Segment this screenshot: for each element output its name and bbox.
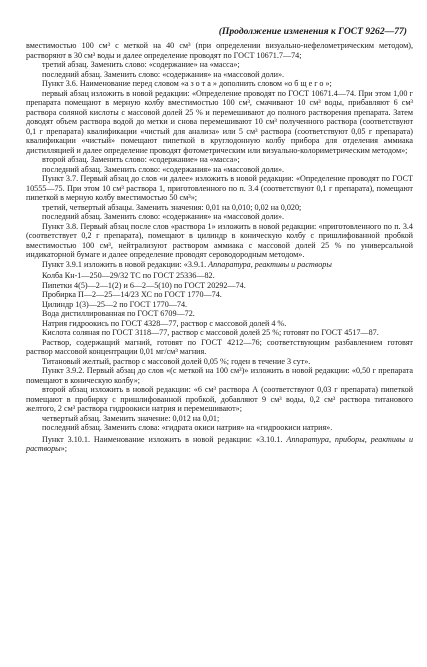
paragraph: Пипетки 4(5)—2—1(2) и 6—2—5(10) по ГОСТ 20292—74. (42, 280, 246, 290)
paragraph: Раствор, содержащий магний, готовят по ГОСТ 4212—76; соответствующим разбавлением готовят раствор массовой концентрации 0,01 мг/см³ магния. (26, 337, 413, 356)
continuation-header: (Продолжение изменения к ГОСТ 9262—77) (218, 26, 407, 37)
paragraph: Натрия гидроокись по ГОСТ 4328—77, раствор с массовой долей 4 %. (42, 318, 287, 328)
paragraph: последний абзац. Заменить слово: «содержания» на «массовой доли». (42, 212, 285, 221)
paragraph: Пункт 3.7. Первый абзац до слов «и далее» изложить в новой редакции: «Определение проводят по ГОСТ 10555—75. При этом 10 см³ раствора 1, приготовленного по п. 3.4 (соответствуют 0,1 г препарата), помещают пипеткой в мерную колбу вместимостью 50 см³»; (26, 174, 413, 202)
paragraph: Пункт 3.9.2. Первый абзац до слов «(с меткой на 100 см³)» изложить в новой редакции: «0,50 г препарата помещают в коническую колбу»; (26, 366, 413, 385)
paragraph: вместимостью 100 см³ с меткой на 40 см³ (при определении визуально-нефелометрическим методом), растворяют в 30 см³ воды и далее определение проводят по ГОСТ 10671.7—74; (26, 41, 413, 60)
paragraph: Пробирка П—2—25—14/23 ХС по ГОСТ 1770—74. (42, 290, 222, 299)
paragraph: четвертый абзац. Заменить значение: 0,012 на 0,01; (42, 413, 220, 423)
paragraph: последний абзац. Заменить слова: «гидрата окиси натрия» на «гидроокиси натрия». (42, 423, 333, 432)
paragraph: Колба Кн-1—250—29/32 ТС по ГОСТ 25336—82. (42, 271, 215, 280)
paragraph: последний абзац. Заменить слово: «содержания» на «массовой доли». (42, 69, 285, 79)
paragraph: Пункт 3.6. Наименование перед словом «азота» дополнить словом «общего»; (42, 79, 332, 88)
paragraph: Титановый желтый, раствор с массовой долей 0,05 %; годен в течение 3 сут». (42, 356, 311, 366)
document-body (26, 41, 413, 454)
paragraph: Цилиндр 1(3)—25—2 по ГОСТ 1770—74. (42, 299, 188, 309)
paragraph: первый абзац изложить в новой редакции: «Определение проводят по ГОСТ 10671.4—74. При этом 1,00 г препарата помещают в мерную колбу вместимостью 100 см³, смачивают 10 см³ воды, прибавляют 6 см³ раствора соляной кислоты с массовой долей 25 % и перемешивают до полного растворения препарата. Затем доводят объем раствора водой до метки и снова перемешивают 10 см³ полученного раствора (соответствуют 0,1 г препарата) квалификации «чистый для анализа» или 5 см³ раствора (соответствуют 0,05 г препарата) квалификации «чистый» помещают пипеткой в круглодонную колбу прибора для отделения аммиака дистилляцией и далее определение проводят фотометрическим или визуально-колориметрическим методом»; (26, 88, 413, 155)
paragraph: последний абзац. Заменить слово: «содержания» на «массовой доли». (42, 164, 285, 174)
paragraph: Пункт 3.9.1 изложить в новой редакции: «3.9.1. Аппаратура, реактивы и растворы (42, 259, 332, 269)
paragraph: Пункт 3.10.1. Наименование изложить в новой редакции: «3.10.1. Аппаратура, приборы, реактивы и растворы»; (26, 434, 414, 453)
paragraph: Пункт 3.8. Первый абзац после слов «раствора 1» изложить в новой редакции: «приготовленного по п. 3.4 (соответствует 0,2 г препарата), помещают в цилиндр в коническую колбу с пришлифованной пробкой вместимостью 100 см³, нейтрализуют раствором аммиака с массовой долей 25 % по универсальной индикаторной бумаге и далее определение проводят сероводородным методом». (26, 221, 413, 259)
paragraph: Вода дистиллированная по ГОСТ 6709—72. (42, 309, 195, 318)
paragraph: третий абзац. Заменить слово: «содержание» на «масса»; (42, 60, 240, 69)
paragraph: Кислота соляная по ГОСТ 3118—77, раствор с массовой долей 25 %; готовят по ГОСТ 4517—87. (42, 328, 379, 337)
paragraph: второй абзац. Заменить слово: «содержание» на «масса»; (42, 155, 240, 164)
paragraph: третий, четвертый абзацы. Заменить значения: 0,01 на 0,010; 0,02 на 0,020; (42, 202, 302, 212)
paragraph: второй абзац изложить в новой редакции: «6 см³ раствора А (соответствуют 0,03 г препарата) пипеткой помещают в пробирку с пришлифованной пробкой, добавляют 9 см³ воды, 0,2 см³ раствора титанового желтого, 2 см³ раствора гидроокиси натрия и перемешивают»; (26, 385, 413, 413)
